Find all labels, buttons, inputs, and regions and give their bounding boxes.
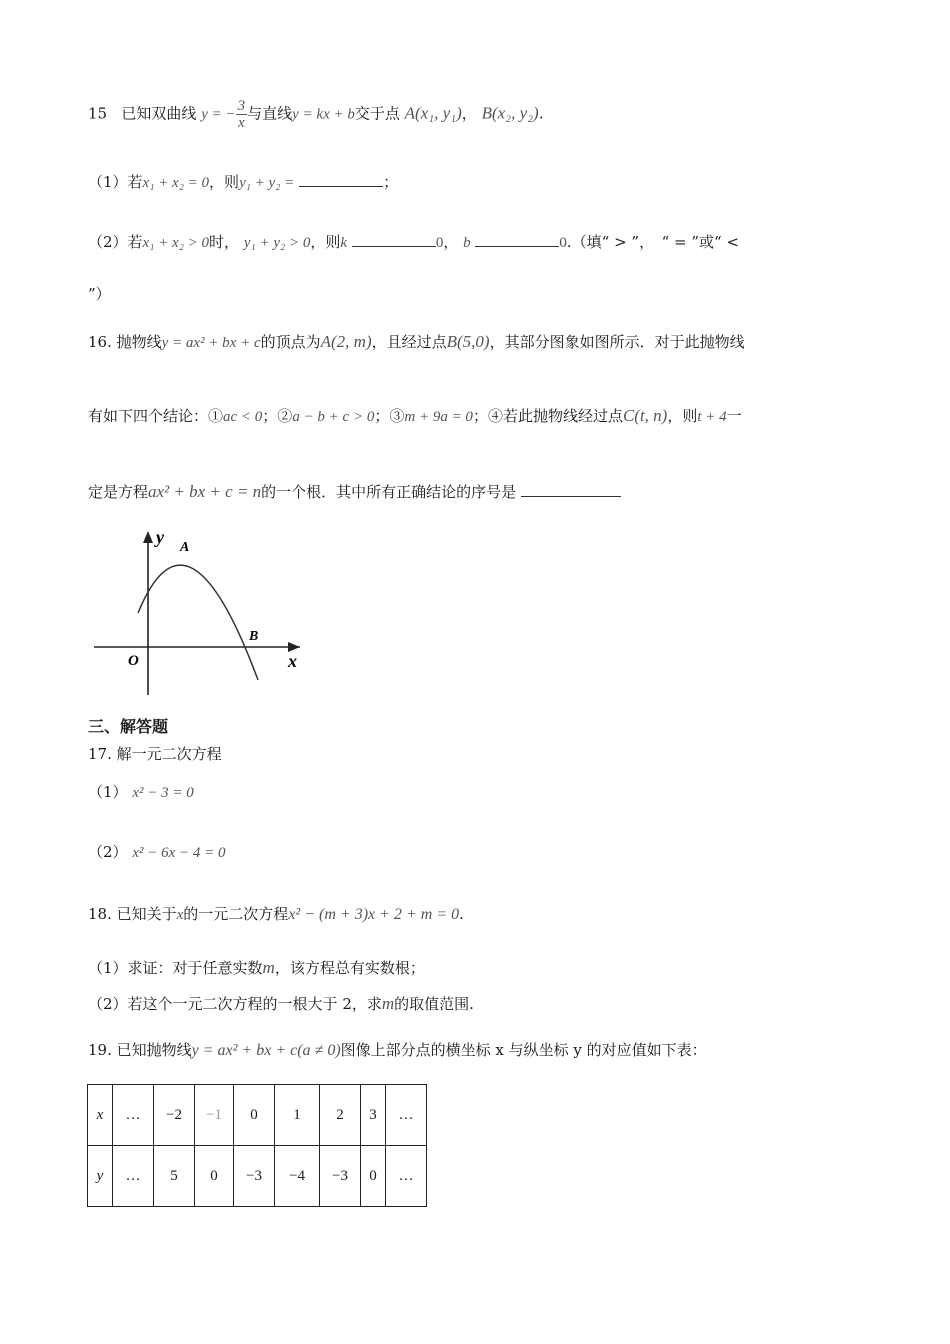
q15-line-eq: y = kx + b — [292, 106, 355, 123]
q15-part1: （1）若x₁ + x₂ = 0，则y₁ + y₂ = ； — [88, 173, 399, 191]
q17-part1: （1） x² − 3 = 0 — [88, 783, 194, 801]
table-cell: 0 — [361, 1146, 386, 1207]
table-cell: −1 — [195, 1085, 234, 1146]
table-cell: 2 — [320, 1085, 361, 1146]
q16-line2: 有如下四个结论：①ac < 0；②a − b + c > 0；③m + 9a = 0；④若此抛物线经过点C(t, n)，则t + 4一 — [88, 406, 742, 425]
q16-line3: 定是方程ax² + bx + c = n的一个根．其中所有正确结论的序号是 — [88, 482, 621, 502]
q16-answer-blank[interactable] — [521, 482, 621, 497]
vertex-a-label: A — [180, 540, 190, 555]
table-row-y — [88, 1146, 427, 1207]
q15-part2-k-blank[interactable] — [352, 232, 436, 247]
q19-line1: 19. 已知抛物线y = ax² + bx + c(a ≠ 0)图像上部分点的横坐标 x 与纵坐标 y 的对应值如下表： — [88, 1041, 707, 1059]
table-row-x — [88, 1085, 427, 1146]
q16-parabola-graph — [88, 525, 308, 700]
q18-part1: （1）求证：对于任意实数m，该方程总有实数根； — [88, 958, 425, 977]
table-cell: 5 — [154, 1146, 195, 1207]
table-cell: … — [113, 1146, 154, 1207]
table-cell: … — [386, 1146, 427, 1207]
q15-hyperbola-lhs: y = − — [201, 106, 236, 123]
table-cell: 0 — [195, 1146, 234, 1207]
table-cell: … — [386, 1085, 427, 1146]
table-cell: … — [113, 1085, 154, 1146]
q15-part1-answer-blank[interactable] — [299, 172, 383, 187]
q17-part2: （2） x² − 6x − 4 = 0 — [88, 843, 226, 861]
table-cell: 0 — [234, 1085, 275, 1146]
point-b-label: B — [249, 629, 259, 644]
q15-part2-b-blank[interactable] — [475, 232, 559, 247]
q16-line1: 16. 抛物线y = ax² + bx + c的顶点为A(2, m)，且经过点B(5,0)，其部分图象如图所示．对于此抛物线 — [88, 332, 745, 351]
table-cell: −4 — [275, 1146, 320, 1207]
table-cell: −3 — [320, 1146, 361, 1207]
y-axis-label: y — [156, 527, 164, 547]
q15-part2-close: ”） — [88, 285, 111, 303]
q19-value-table — [87, 1084, 427, 1207]
q18-part2: （2）若这个一元二次方程的一根大于 2，求m的取值范围. — [88, 994, 474, 1013]
q15-point-b: B(x₂, y₂) — [481, 103, 539, 123]
table-cell: −3 — [234, 1146, 275, 1207]
q15-line1: 15 已知双曲线 y = − $\frac{3}{x}$ 与直线y = kx + b交于点 A(x₁, y₁)， B(x₂, y₂). — [88, 98, 544, 131]
x-axis-label: x — [288, 651, 297, 671]
section-title: 三、解答题 — [88, 717, 169, 736]
q18-line1: 18. 已知关于x的一元二次方程x² − (m + 3)x + 2 + m = 0. — [88, 905, 464, 923]
parabola-curve — [138, 565, 258, 680]
table-cell: −2 — [154, 1085, 195, 1146]
table-cell: x — [88, 1085, 113, 1146]
table-cell: 3 — [361, 1085, 386, 1146]
q15-part2: （2）若x₁ + x₂ > 0时， y₁ + y₂ > 0，则k 0， b 0.（填“ > ”， “ = ”或“ < — [88, 233, 740, 251]
table-cell: y — [88, 1146, 113, 1207]
table-cell: 1 — [275, 1085, 320, 1146]
q15-hyperbola-fraction: $\frac{3}{x}$ — [237, 98, 246, 131]
y-axis-arrow — [143, 531, 153, 543]
q15-point-a: A(x₁, y₁) — [404, 103, 462, 123]
q17-title: 17. 解一元二次方程 — [88, 745, 222, 763]
origin-label: O — [128, 653, 139, 669]
